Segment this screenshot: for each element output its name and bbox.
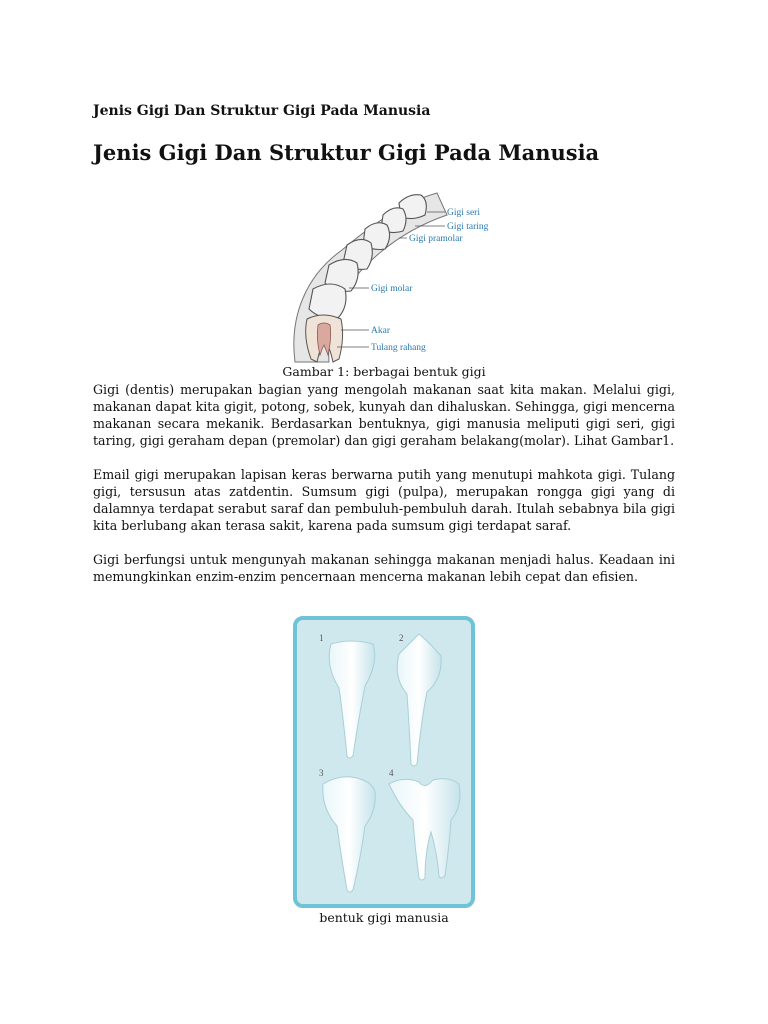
- figure2-caption: bentuk gigi manusia: [319, 910, 449, 925]
- figure1-caption: Gambar 1: berbagai bentuk gigi: [282, 364, 486, 379]
- tooth-number-3: 3: [319, 768, 324, 778]
- tooth-number-1: 1: [319, 633, 324, 643]
- article-title: Jenis Gigi Dan Struktur Gigi Pada Manusia: [93, 140, 600, 165]
- label-tulang-rahang: Tulang rahang: [371, 343, 426, 353]
- tooth-number-2: 2: [399, 633, 404, 643]
- label-akar: Akar: [371, 326, 390, 336]
- paragraph-1: Gigi (dentis) merupakan bagian yang mengolah makanan saat kita makan. Melalui gigi, makanan dapat kita gigit, potong, sobek, kunyah dan dihaluskan. Sehingga, gigi mencerna makanan secara mekanik. Berdasarkan bentuknya, gigi manusia meliputi gigi seri, gigi taring, gigi geraham depan (premolar) dan gigi geraham belakang(molar). Lihat Gambar1.: [93, 382, 675, 448]
- label-gigi-pramolar: Gigi pramolar: [409, 234, 463, 244]
- paragraph-2: Email gigi merupakan lapisan keras berwarna putih yang menutupi mahkota gigi. Tulang gigi, tersusun atas zatdentin. Sumsum gigi (pulpa), merupakan rongga gigi yang di dalamnya terdapat serabut saraf dan pembuluh-pembuluh darah. Itulah sebabnya bila gigi kita berlubang akan terasa sakit, karena pada sumsum gigi terdapat saraf.: [93, 467, 675, 533]
- label-gigi-taring: Gigi taring: [447, 222, 489, 232]
- document-heading: Jenis Gigi Dan Struktur Gigi Pada Manusia: [93, 103, 431, 119]
- tooth-shapes-figure: [293, 616, 475, 908]
- paragraph-3: Gigi berfungsi untuk mengunyah makanan sehingga makanan menjadi halus. Keadaan ini memungkinkan enzim-enzim pencernaan mencerna makanan lebih cepat dan efisien.: [93, 552, 675, 584]
- teeth-jaw-figure: [287, 185, 489, 362]
- label-gigi-seri: Gigi seri: [447, 208, 480, 218]
- label-gigi-molar: Gigi molar: [371, 284, 413, 294]
- tooth-number-4: 4: [389, 768, 394, 778]
